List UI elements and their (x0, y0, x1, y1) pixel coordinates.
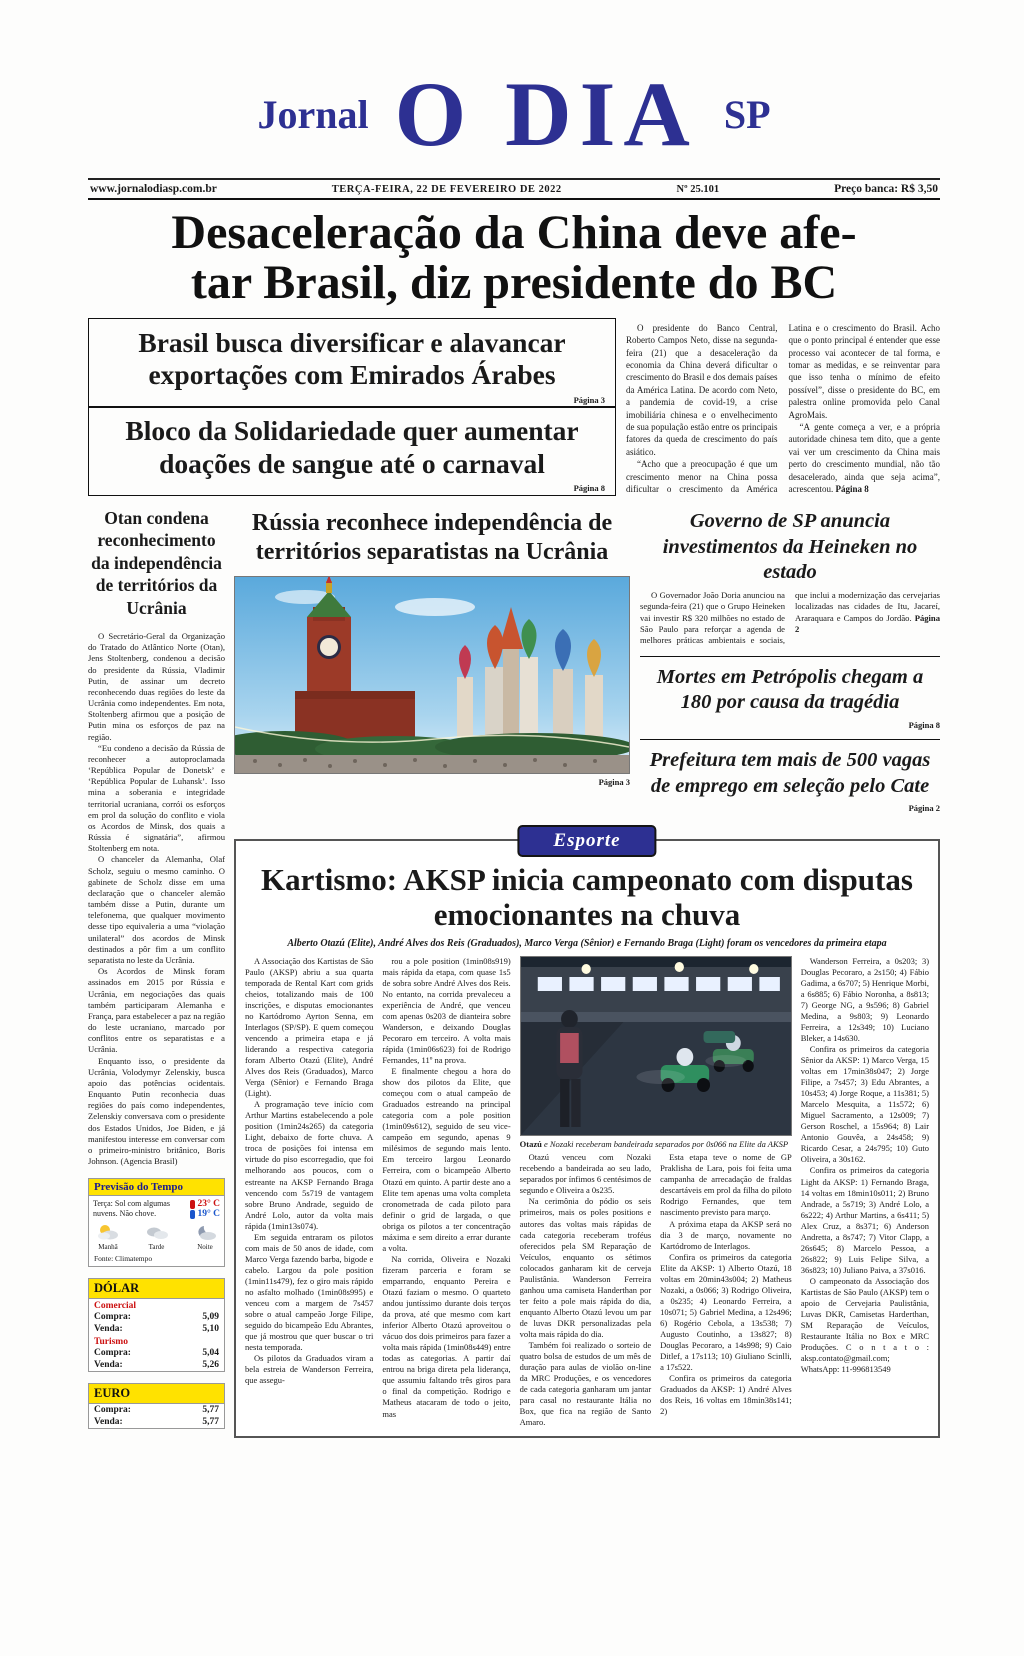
website-url: www.jornalodiasp.com.br (90, 183, 217, 195)
edition-number: Nº 25.101 (676, 184, 720, 195)
petropolis-headline: Mortes em Petrópolis chegam a 180 por causa da tragédia (656, 665, 924, 714)
boxed-headline-sangue-title: Bloco da Solidariedade quer aumentar doações de sangue até o carnaval (125, 415, 579, 479)
dolar-commercial-label: Comercial (94, 1301, 137, 1312)
esporte-paragraph: A Associação dos Kartistas de São Paulo (AKSP) abriu a sua quarta temporada de Rental Kart com grids cheios, totalizando mais de 100 inscrições, e disputas emocionantes no Kartódromo Ayrton Senna, em Interlagos (SP/SP). E quem começou vencendo a primeira etapa e já liderando a respectiva categoria foram Alberto Otazú (Elite), André Alves dos Reis (Graduados), Marco Verga (Sênior) e Fernando Braga (Light). (245, 955, 374, 1099)
masthead (88, 50, 940, 178)
clouds-icon (144, 1223, 170, 1241)
kart-photo-caption (520, 1139, 792, 1150)
edition-date: TERÇA-FEIRA, 22 DE FEVEREIRO DE 2022 (331, 184, 562, 195)
right-rail (640, 505, 940, 813)
page-ref: Página 2 (908, 803, 940, 814)
cate-headline: Prefeitura tem mais de 500 vagas de emprego em seleção pelo Cate (649, 748, 931, 797)
weather-night (192, 1223, 218, 1251)
weather-morning-label: Manhã (98, 1243, 118, 1252)
lower-section (88, 505, 940, 1438)
dolar-widget (88, 1278, 225, 1372)
heineken-headline: Governo de SP anuncia investimentos da Heineken no estado (662, 510, 918, 584)
dolar-commercial-compra: Compra: 5,09 (94, 1312, 219, 1323)
esporte-paragraph: O campeonato da Associação dos Kartistas de São Paulo (AKSP) tem o apoio de Cervejaria Paulistânia, Luvas DKR, Camisetas Harderthan, SM Reparação de Veículos, Restaurante Itália no Box e MRC Produções. C o n t a t o : aksp.contato@gmail.com; WhatsApp: 11-996813549 (800, 1275, 930, 1375)
esporte-paragraph: Wanderson Ferreira, a 0s203; 3) Douglas Pecoraro, a 2s150; 4) Fábio Gadima, a 6s707; 5) Henrique Morbi, a 6s885; 6) Fábio Noronha, a 8s813; 7) George NG, a 9s596; 8) Gabriel Medina, a 9s803; 9) Leonardo Ferreira, a 12s349; 10) Luciano Bleker, a 14s630. (800, 955, 930, 1043)
otan-paragraph: O Secretário-Geral da Organização do Tratado do Atlântico Norte (Otan), Jens Stoltenberg, condenou a decisão do presidente da Rússia, Vladimir Putin, de assinar um decreto reconhecendo duas regiões do leste da Ucrânia como independentes. Em nota, Stoltenberg afirmou que a posição de Putin mina os esforços de paz na região. (88, 631, 225, 742)
weather-forecast: Terça: Sol com algumas nuvens. Não chove. (93, 1199, 170, 1219)
temp-low: 19° C (182, 1209, 220, 1219)
dolar-tourism-label: Turismo (94, 1337, 128, 1348)
otan-article-body (88, 631, 225, 1167)
left-sidebar (88, 505, 225, 1438)
euro-compra: Compra: 5,77 (94, 1405, 219, 1416)
russia-headline: Rússia reconhece independência de territórios separatistas na Ucrânia (251, 510, 613, 566)
esporte-paragraph: Confira os primeiros da categoria Light da AKSP: 1) Fernando Braga, 14 voltas em 18min10s011; 2) Bruno Andrade, a 5s719; 3) André Lolo, a 6s222; 4) Arthur Martins, a 6s411; 5) Alex Cruz, a 8s371; 6) Anderson Andretta, a 8s747; 7) Vitor Clapp, a 26s645; 8) Marcelo Pessoa, a 26s822; 9) Luis Felipe Silva, a 36s823; 10) Juliano Paiva, a 37s016. (800, 1165, 930, 1275)
esporte-paragraph: Na cerimônia do pódio os seis primeiros, mais os poles positions e autores das voltas mais rápidas de cada categoria receberam troféus oferecidos pela SM Reparação de Veículos, enquanto os sétimos colocados ganharam kit de cerveja Paulistânia. Wanderson Ferreira ganhou uma camiseta Handerthan por ter feito a pole mais rápida do dia, enquanto Alberto Otazú levou um par de luvas DKR personalizadas pela volta mais rápida do dia. (519, 1196, 652, 1339)
heineken-paragraph (640, 590, 940, 647)
esporte-paragraph: Confira os primeiros da categoria Sênior da AKSP: 1) Marco Verga, 15 voltas em 17min38s047; 2) Jorge Filipe, a 7s457; 3) Edu Abrantes, a 10s453; 4) Jorge Roque, a 11s381; 5) Marcelo Mesquita, a 11s572; 6) Miguel Sacramento, a 12s009; 7) Gerson Roschel, a 15s964; 8) Lair Antonio Gouvêa, a 24s458; 9) Ricardo Cesar, a 24s795; 10) Guto Oliveira, a 30s162. (800, 1043, 930, 1165)
page-ref: Página 3 (598, 776, 630, 787)
heineken-body (640, 590, 940, 647)
euro-widget (88, 1383, 225, 1429)
divider (640, 739, 940, 740)
lead-article-body (626, 318, 940, 496)
esporte-column-1 (245, 956, 373, 1429)
esporte-paragraph: Otazú venceu com Nozaki recebendo a bandeirada ao seu lado, separados por ínfimos 6 centésimos de segundo e Oliveira a 0s235. (519, 1152, 652, 1196)
esporte-paragraph: rou a pole position (1min08s919) mais rápida da etapa, com quase 1s5 de sobra sobre André Alves dos Reis. No entanto, na corrida prevaleceu a experiência de André, que venceu com apenas 0s203 de dianteira sobre Wanderson, e deixando Douglas Pecoraro em terceiro. A volta mais rápida (1min06s623) foi de Rodrigo Fernandes, 11º na prova. (382, 955, 511, 1066)
esporte-banner: Esporte (517, 825, 656, 857)
thermometer-high-icon (190, 1200, 195, 1209)
russia-article (234, 505, 630, 813)
dateline-bar (88, 178, 940, 200)
weather-source: Fonte: Climatempo (94, 1254, 153, 1264)
temp-high: 23° C (182, 1199, 220, 1209)
caption-rest: e Nozaki receberam bandeirada separados por 0s066 na Elite da AKSP (541, 1138, 789, 1149)
page-ref: Página 8 (908, 719, 940, 730)
weather-widget (88, 1178, 225, 1267)
otan-paragraph: O chanceler da Alemanha, Olaf Scholz, seguiu o mesmo caminho. O gabinete de Scholz disse em uma declaração que o chanceler alemão também disse a Putin, durante um telefonema, que qualquer movimento desse tipo equivaleria a uma “violação unilateral” dos acordos de Minsk destinados a pôr fim a um conflito separatista no leste da Ucrânia. (88, 854, 225, 965)
weather-header: Previsão do Tempo (89, 1179, 224, 1196)
esporte-column-5 (801, 956, 929, 1429)
weather-temperatures (182, 1199, 220, 1219)
esporte-paragraph: Os pilotos da Graduados viram a bela estreia de Wanderson Ferreira, que assegu- (245, 1353, 374, 1386)
dolar-tourism-compra: Compra: 5,04 (94, 1348, 219, 1359)
kart-race-photo (520, 956, 792, 1136)
esporte-paragraph: Na corrida, Oliveira e Nozaki fizeram parceria e foram se emparrando, enquanto Pereira e Otazú faziam o mesmo. O quarteto andou juntíssimo durante dois terços da prova, até que mesmo com kart inferior Alberto Otazú aproveitou o vácuo dos dois primeiros para fazer a volta mais rápida (1min08s449) entre todas as categorias. A partir daí entrou na briga direta pela liderança, que assumiu faltando três giros para o final da competição. Rodrigo e Matheus atacaram de todo o jeito, mas (382, 1253, 511, 1419)
otan-paragraph: “Eu condeno a decisão da Rússia de reconhecer a autoproclamada ‘República Popular de Donetsk’ e ‘República Popular de Luhansk’. Isso mina a soberania e integridade territorial ucraniana, corrói os esforços em prol da solução do conflito e viola os Acordos de Minsk, dos quais a Rússia é signatária”, afirmou Stoltenberg em nota. (88, 742, 225, 854)
masthead-title: O DIA (394, 63, 698, 165)
page-ref: Página 3 (573, 394, 605, 405)
heineken-text: O Governador João Doria anunciou na segunda-feira (21) que o Grupo Heineken vai investir R$ 320 milhões no estado de São Paulo para reforçar a agenda de melhores práticas ambientais e sociais, que inclui a modernização das cervejarias localizadas nas cidades de Itu, Jacareí, Araraquara e Campos do Jordão. (640, 589, 940, 646)
esporte-subtitle: Alberto Otazú (Elite), André Alves dos Reis (Graduados), Marco Verga (Sênior) e Fernando Braga (Light) foram os vencedores da primeira etapa (287, 937, 887, 949)
weather-morning (95, 1223, 121, 1251)
otan-paragraph: Os Acordos de Minsk foram assinados em 2015 por Rússia e Ucrânia, em negociações das quais também participaram Alemanha e França, para estabelecer a paz na região do leste ucraniano, marcado por conflitos entre os separatistas e a Ucrânia. (88, 966, 225, 1055)
esporte-body (245, 956, 929, 1429)
top-row (88, 318, 940, 496)
page-ref: Página 2 (795, 612, 941, 634)
sun-cloud-icon (95, 1223, 121, 1241)
dolar-tourism-venda: Venda: 5,26 (94, 1360, 219, 1371)
newspaper-front-page (88, 50, 940, 1438)
masthead-prefix: Jornal (257, 91, 369, 137)
esporte-paragraph: Esta etapa teve o nome de GP Praklisha de Lara, pois foi feita uma campanha de arrecadação de fraldas descartáveis em prol da filha do piloto Rodrigo Fernandes, que tem nascimento previsto para março. (660, 1152, 792, 1218)
lead-article-paragraph: O presidente do Banco Central, Roberto Campos Neto, disse na segunda-feira (21) que a desaceleração da economia da China deverá dificultar o crescimento do Brasil e dos demais países da América Latina. De acordo com Neto, a pandemia de covid-19, a crise imobiliária chinesa e o envelhecimento de sua população estão entre os principais fatores da queda de crescimento do país asiático. (626, 322, 778, 457)
weather-body (89, 1196, 224, 1266)
esporte-paragraph: Confira os primeiros da categoria Graduados da AKSP: 1) André Alves dos Reis, 16 voltas em 18min38s141; 2) (660, 1373, 792, 1417)
lead-article-last-paragraph (789, 421, 941, 495)
otan-headline: Otan condena reconhecimento da independência de territórios da Ucrânia (91, 508, 222, 618)
esporte-headline: Kartismo: AKSP inicia campeonato com disputas emocionantes na chuva (261, 862, 913, 932)
otan-paragraph: Enquanto isso, o presidente da Ucrânia, Volodymyr Zelenskiy, busca apoio das potências ocidentais. Enquanto Putin reconhecia duas regiões do país como independentes, Zelenskiy conversava com o presidente dos Estados Unidos, Joe Biden, e já manifestou interesse em conversar com o primeiro-ministro britânico, Boris Johnson. (Agencia Brasil) (88, 1055, 225, 1167)
esporte-middle-columns (520, 1152, 792, 1428)
lead-headline (88, 208, 940, 308)
lead-article-paragraph: “Acho que a preocupação é que um crescimento menor na China possa dificultar o crescimento da América Latina e o crescimento do Brasil. Acho que o ponto principal é entender que esse processo vai acontecer de tal forma, e tomar as medidas, e se reinventar para que isso tenha o mínimo de efeito possível”, disse o presidente do BC, em palestra online promovida pelo Canal AgroMais. (626, 322, 940, 495)
boxed-headline-sangue (88, 406, 616, 496)
weather-night-label: Noite (197, 1243, 213, 1252)
esporte-column-2 (382, 956, 510, 1429)
esporte-paragraph: Em seguida entraram os pilotos com mais de 50 anos de idade, com Marco Verga fazendo barba, bigode e cabelo. Largou da pole position (1min11s479), fez o giro mais rápido no asfalto molhado (1min08s995) e venceu com a margem de 7s457 sobre o atual campeão Jorge Filipe, seguido do bicampeão Edu Abrantes, que já mostrou que quer buscar o tri nesta temporada. (245, 1231, 374, 1353)
esporte-paragraph: Confira os primeiros da categoria Elite da AKSP: 1) Alberto Otazú, 18 voltas em 20min43s004; 2) Matheus Nozaki, a 0s066; 3) Rodrigo Oliveira, a 0s235; 4) Leonardo Ferreira, a 10s071; 5) Gabriel Medina, a 12s496; 6) Rogério Cebola, a 13s538; 7) Augusto Coutinho, a 13s827; 8) Douglas Pecoraro, a 14s998; 9) Caio Ditlef, a 17s113; 10) Giuliano Scinlli, a 17s522. (660, 1251, 792, 1373)
red-square-photo (234, 576, 630, 774)
newsstand-price: Preço banca: R$ 3,50 (834, 183, 938, 195)
weather-afternoon (144, 1223, 170, 1251)
weather-afternoon-label: Tarde (148, 1243, 165, 1252)
masthead-suffix: SP (723, 91, 771, 137)
dolar-header: DÓLAR (89, 1279, 224, 1299)
boxed-headline-emirados-title: Brasil busca diversificar e alavancar exportações com Emirados Árabes (138, 326, 566, 391)
euro-header: EURO (89, 1384, 224, 1404)
dolar-commercial-venda: Venda: 5,10 (94, 1324, 219, 1335)
page-ref: Página 8 (573, 483, 605, 494)
esporte-paragraph: A programação teve início com Arthur Martins estabelecendo a pole position (1min24s265) da categoria Light, debaixo de forte chuva. A troca de posições foi intensa em virtude do piso escorregadio, que foi melhorando aos poucos, com o estreante na AKSP Fernando Braga vencendo com 5s719 de vantagem sobre Bruno Andrade, seguido de André Lolo, autor da volta mais rápida (1min13s074). (245, 1099, 374, 1231)
euro-venda: Venda: 5,77 (94, 1417, 219, 1428)
lead-headline-line1: Desaceleração da China deve afe- (171, 206, 857, 259)
esporte-paragraph: Também foi realizado o sorteio de quatro bolsa de estudos de um mês de duração para aulas de violão on-line da MRC Produções, e os vencedores de cada categoria ganharam um jantar para casal no restaurante Itália no Box, que fica na região de Santo Amaro. (519, 1340, 652, 1428)
esporte-section (234, 830, 940, 1438)
lead-headline-line2: tar Brasil, diz presidente do BC (190, 255, 838, 309)
page-ref: Página 8 (835, 484, 869, 495)
weather-periods (93, 1223, 220, 1251)
boxed-headline-emirados (88, 318, 616, 408)
divider (640, 656, 940, 657)
lead-article-last-text: “A gente começa a ver, e a própria autoridade chinesa tem dito, que a gente vai ver um crescimento da China mais perto do crescimento mundial, não tão desacelerado, ainda que seja acima”, acrescentou. (788, 422, 940, 495)
thermometer-low-icon (190, 1210, 195, 1219)
main-lower (234, 505, 940, 1438)
boxed-headlines (88, 318, 616, 496)
esporte-middle (520, 956, 792, 1429)
caption-lead: Otazú (519, 1138, 542, 1149)
esporte-paragraph: E finalmente chegou a hora do show dos pilotos da Elite, que começou com o atual campeão de Graduados estreando na principal categoria com a pole position (1min09s612), seguido de seu vice-campeão em segundo, apenas 9 milésimos de segundo mais lento. Em terceiro largou Leonardo Ferreira, com o bicampeão Alberto Otazú em quinto. A partir deste ano a Elite tem apenas uma volta completa cronometrada de cada piloto para definir o grid de largada, o que obriga os pilotos a ter concentração máxima e sem direito a errar durante a volta. (382, 1066, 511, 1253)
esporte-paragraph: A próxima etapa da AKSP será no dia 3 de março, novamente no Kartódromo de Interlagos. (660, 1218, 792, 1251)
middle-band (234, 505, 940, 813)
moon-cloud-icon (192, 1223, 218, 1241)
